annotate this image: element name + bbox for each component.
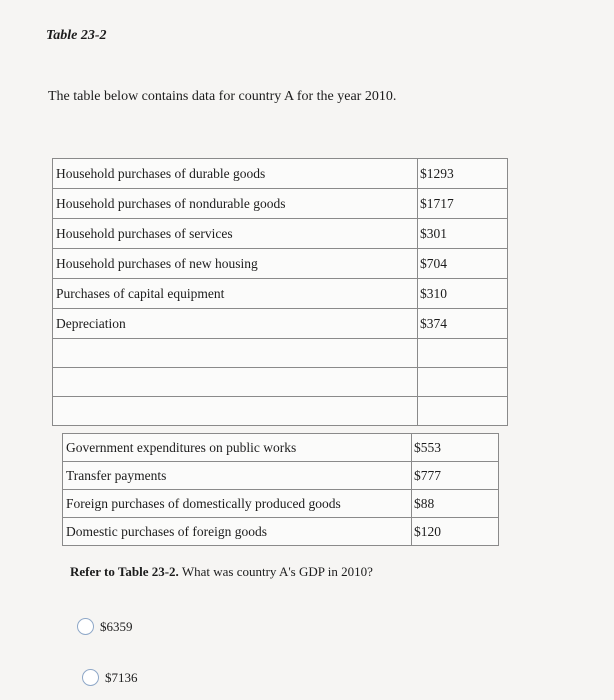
question-body: What was country A's GDP in 2010? [181, 564, 373, 579]
row-value: $777 [412, 462, 499, 490]
row-value: $120 [412, 518, 499, 546]
page-title: Table 23-2 [46, 28, 107, 43]
row-label: Transfer payments [63, 462, 412, 490]
row-label: Household purchases of durable goods [53, 159, 418, 189]
row-label: Household purchases of nondurable goods [53, 189, 418, 219]
option-label: $6359 [100, 618, 133, 634]
table-row [53, 279, 508, 309]
table-row [63, 518, 499, 546]
row-value: $301 [418, 219, 508, 249]
table-row [53, 189, 508, 219]
empty-cell [418, 397, 508, 426]
table-row [63, 462, 499, 490]
row-value: $553 [412, 434, 499, 462]
answer-option[interactable] [77, 618, 133, 635]
option-label: $7136 [105, 669, 138, 685]
table-row [53, 309, 508, 339]
question-text [70, 564, 373, 580]
row-label: Purchases of capital equipment [53, 279, 418, 309]
row-label: Household purchases of new housing [53, 249, 418, 279]
table-row [53, 159, 508, 189]
data-table-lower [62, 433, 499, 546]
row-label: Government expenditures on public works [63, 434, 412, 462]
table-row [53, 219, 508, 249]
empty-cell [53, 368, 418, 397]
intro-text: The table below contains data for country A for the year 2010. [48, 89, 397, 104]
table-row-empty [53, 368, 508, 397]
table-row [63, 434, 499, 462]
radio-button[interactable] [82, 669, 99, 686]
row-label: Domestic purchases of foreign goods [63, 518, 412, 546]
data-table-upper [52, 158, 508, 426]
question-reference: Refer to Table 23-2. [70, 564, 179, 579]
table-row-empty [53, 397, 508, 426]
answer-option[interactable] [82, 669, 138, 686]
empty-cell [53, 339, 418, 368]
table-row [63, 490, 499, 518]
table-row [53, 249, 508, 279]
empty-cell [418, 368, 508, 397]
empty-cell [418, 339, 508, 368]
table-row-empty [53, 339, 508, 368]
radio-button[interactable] [77, 618, 94, 635]
row-label: Household purchases of services [53, 219, 418, 249]
row-value: $88 [412, 490, 499, 518]
row-value: $374 [418, 309, 508, 339]
row-label: Foreign purchases of domestically produced goods [63, 490, 412, 518]
row-value: $1293 [418, 159, 508, 189]
row-label: Depreciation [53, 309, 418, 339]
row-value: $310 [418, 279, 508, 309]
row-value: $704 [418, 249, 508, 279]
empty-cell [53, 397, 418, 426]
row-value: $1717 [418, 189, 508, 219]
